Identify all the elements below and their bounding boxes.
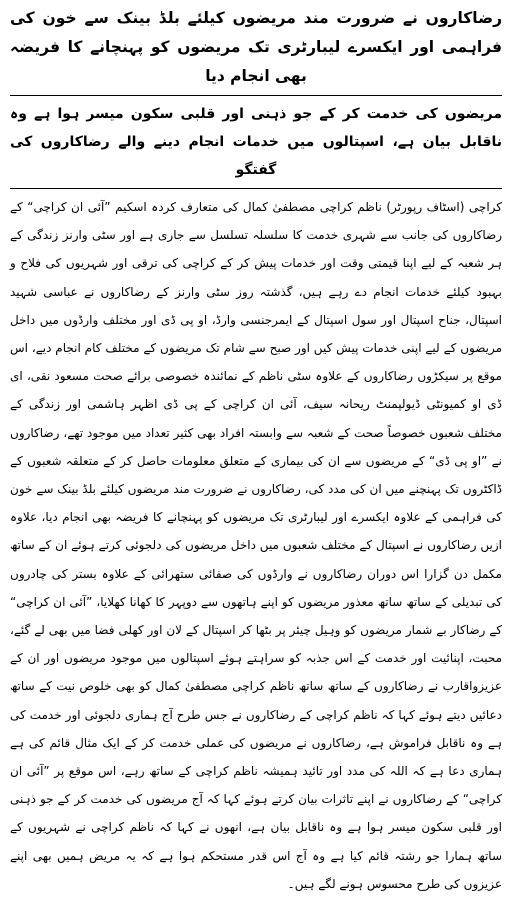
article-headline: رضاکاروں نے ضرورت مند مریضوں کیلئے بلڈ بینک سے خون کی فراہمی اور ایکسرے لیبارٹری تک مریضوں کو پہنچانے کا فریضہ بھی انجام دیا (10, 9, 502, 85)
news-article (10, 2, 502, 891)
headline-divider-bottom (10, 188, 502, 189)
article-body: کراچی (اسٹاف رپورٹر) ناظم کراچی مصطفیٰ کمال کی متعارف کردہ اسکیم ”آئی ان کراچی“ کے رضاکاروں کی جانب سے شہری خدمت کا سلسلہ تسلسل سے جاری ہے اور سٹی وارنز زندگی کے ہر شعبہ کے لیے اپنا قیمتی وقت اور خدمات پیش کر کے کراچی کی ترقی اور شہریوں کی فلاح و بہبود کیلئے خدمات انجام دے رہے ہیں، گذشتہ روز سٹی وارنز کے رضاکاروں نے عباسی شہید اسپتال، جناح اسپتال اور سول اسپتال کے ایمرجنسی وارڈ، او پی ڈی اور مختلف وارڈوں میں داخل مریضوں کے لیے اپنی خدمات پیش کیں اور صبح سے شام تک مریضوں کے مختلف کام انجام دیے، اس موقع پر سیکڑوں رضاکاروں کے علاوہ سٹی ناظم کے نمائندہ خصوصی برائے صحت مسعود نقی، ای ڈی او کمیونٹی ڈیولپمنٹ ریحانہ سیف، آئی ان کراچی کے پی ڈی اظہر ہاشمی اور زندگی کے مختلف شعبوں خصوصاً صحت کے شعبہ سے وابستہ افراد بھی کثیر تعداد میں موجود تھے، رضاکاروں نے ”او پی ڈی“ کے مریضوں سے ان کی بیماری کے متعلق معلومات حاصل کر کے متعلقہ شعبوں کے ڈاکٹروں تک پہنچنے میں ان کی مدد کی، رضاکاروں نے ضرورت مند مریضوں کیلئے بلڈ بینک سے خون کی فراہمی کے علاوہ ایکسرے اور لیبارٹری تک مریضوں کو پہنچانے کا فریضہ بھی انجام دیا، علاوہ ازیں رضاکاروں نے اسپتال کے مختلف شعبوں میں داخل مریضوں کی دلجوئی کرتے ہوئے ان کے ساتھ مکمل دن گزارا اس دوران رضاکاروں نے وارڈوں کی صفائی ستھرائی کے علاوہ بستر کی چادروں کی تبدیلی کے ساتھ ساتھ معذور مریضوں کو اپنے ہاتھوں سے دوپہر کا کھانا کھلایا، ”آئی ان کراچی“ کے رضاکار بے شمار مریضوں کو وہیل چیئر پر بٹھا کر اسپتال کے لان اور کھلی فضا میں بھی لے گئے، محبت، اپنائیت اور خدمت کے اس جذبہ کو سراہتے ہوئے اسپتالوں میں موجود مریضوں اور ان کے عزیزواقارب نے رضاکاروں کے ساتھ ساتھ ناظم کراچی مصطفیٰ کمال کو بھی خلوص نیت کے ساتھ دعائیں دیتے ہوئے کہا کہ ناظم کراچی کے رضاکاروں نے جس طرح آج ہماری دلجوئی اور خدمت کی ہے وہ ناقابل فراموش ہے، رضاکاروں نے مریضوں کی عملی خدمت کر کے ایک مثال قائم کی ہے ہماری دعا ہے کہ اللہ کی مدد اور تائید ہمیشہ ناظم کراچی کے ساتھ رہے، اس موقع پر ”آئی ان کراچی“ کے رضاکاروں نے اپنے تاثرات بیان کرتے ہوئے کہا کہ آج مریضوں کی خدمت کر کے جو ذہنی اور قلبی سکون میسر ہوا ہے وہ ناقابل بیان ہے، انھوں نے کہا کہ ناظم کراچی نے شہریوں کے ساتھ ہمارا جو رشتہ قائم کیا ہے وہ آج اس قدر مستحکم ہوا ہے کہ یہ مریض ہمیں بھی اپنے عزیزوں کی طرح محسوس ہونے لگے ہیں۔ (10, 200, 502, 891)
article-subheadline: مریضوں کی خدمت کر کے جو ذہنی اور قلبی سکون میسر ہوا ہے وہ ناقابل بیان ہے، اسپتالوں میں خدمات انجام دینے والے رضاکاروں کی گفتگو (10, 106, 502, 178)
headline-divider-top (10, 95, 502, 96)
